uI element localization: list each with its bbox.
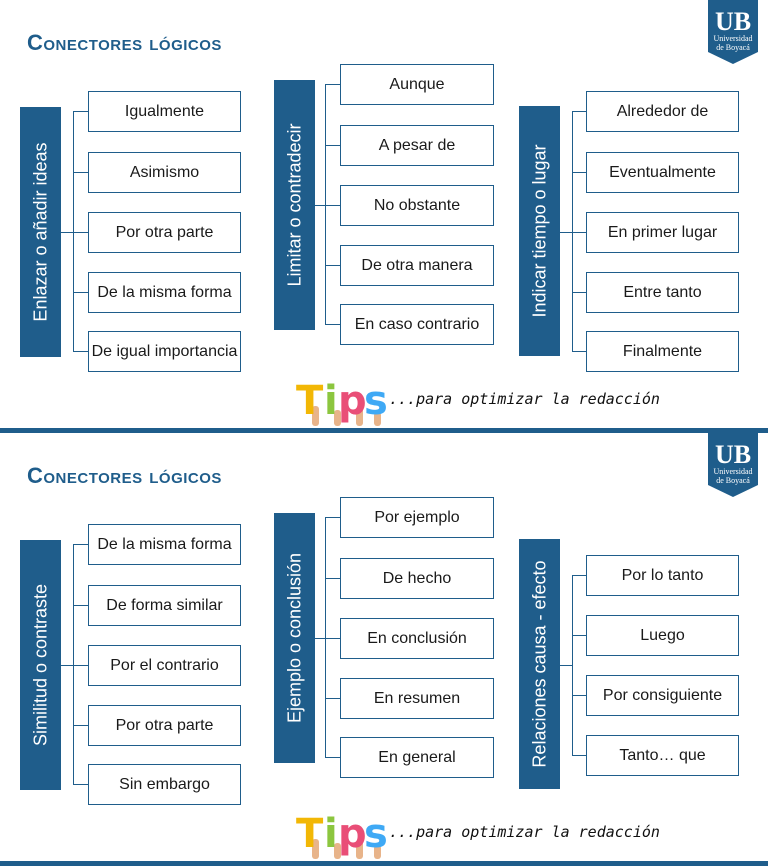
connector-line — [325, 324, 340, 325]
group-heading-bar — [274, 513, 315, 763]
svg-text:i: i — [324, 378, 338, 424]
bracket-line — [572, 111, 573, 351]
bracket-line — [325, 517, 326, 757]
connector-line — [325, 517, 340, 518]
connector-line — [73, 351, 88, 352]
connector-item: Luego — [586, 615, 739, 656]
svg-text:p: p — [338, 811, 367, 857]
connector-line — [73, 111, 88, 112]
connector-item: Por el contrario — [88, 645, 241, 686]
svg-text:T: T — [296, 811, 324, 857]
connector-item: De la misma forma — [88, 524, 241, 565]
connector-line — [325, 578, 340, 579]
tips-caption: ...para optimizar la redacción — [389, 823, 660, 841]
connector-line — [73, 172, 88, 173]
tips-logo — [294, 372, 390, 433]
connector-item: En primer lugar — [586, 212, 739, 253]
svg-text:s: s — [364, 811, 388, 857]
connector-item: Por otra parte — [88, 212, 241, 253]
logo-line-1: Universidad — [713, 34, 753, 43]
connector-item: Finalmente — [586, 331, 739, 372]
connector-line — [73, 784, 88, 785]
connector-item: Por lo tanto — [586, 555, 739, 596]
slide-title: Conectores lógicos — [27, 463, 222, 488]
connector-item: Igualmente — [88, 91, 241, 132]
connector-item: Aunque — [340, 64, 494, 105]
connector-item: En caso contrario — [340, 304, 494, 345]
group-heading: Ejemplo o conclusión — [284, 552, 304, 724]
svg-text:s: s — [364, 378, 388, 424]
connector-line — [315, 205, 325, 206]
bracket-line — [325, 84, 326, 324]
logo-line-2: de Boyacá — [716, 476, 750, 485]
university-logo — [708, 0, 758, 64]
connector-item: En resumen — [340, 678, 494, 719]
connector-line — [572, 695, 586, 696]
connector-line — [325, 265, 340, 266]
bracket-line — [73, 111, 74, 351]
group-heading-bar — [519, 106, 560, 356]
logo-line-2: de Boyacá — [716, 43, 750, 52]
connector-item: Tanto… que — [586, 735, 739, 776]
connector-item: En conclusión — [340, 618, 494, 659]
connector-item: Sin embargo — [88, 764, 241, 805]
connector-item: No obstante — [340, 185, 494, 226]
connector-line — [315, 638, 325, 639]
connector-line — [61, 665, 73, 666]
svg-text:p: p — [338, 378, 367, 424]
slide-title: Conectores lógicos — [27, 30, 222, 55]
svg-text:T: T — [296, 378, 324, 424]
connector-line — [572, 232, 586, 233]
slide-divider — [0, 861, 768, 866]
connector-line — [61, 232, 73, 233]
connector-line — [560, 665, 572, 666]
connector-item: Eventualmente — [586, 152, 739, 193]
tips-logo — [294, 805, 390, 866]
svg-text:UB: UB — [714, 440, 752, 469]
connector-line — [572, 172, 586, 173]
connector-line — [73, 292, 88, 293]
connector-line — [325, 84, 340, 85]
connector-item: De hecho — [340, 558, 494, 599]
group-heading-bar — [20, 540, 61, 790]
group-heading: Enlazar o añadir ideas — [30, 142, 50, 322]
connector-line — [572, 575, 586, 576]
connector-line — [73, 232, 88, 233]
group-heading-bar — [274, 80, 315, 330]
connector-line — [572, 755, 586, 756]
connector-line — [572, 111, 586, 112]
tips-caption: ...para optimizar la redacción — [389, 390, 660, 408]
group-heading-bar — [20, 107, 61, 357]
group-heading: Relaciones causa - efecto — [529, 560, 549, 768]
svg-text:i: i — [324, 811, 338, 857]
connector-item: Por consiguiente — [586, 675, 739, 716]
connector-line — [325, 205, 340, 206]
connector-item: Por otra parte — [88, 705, 241, 746]
connector-line — [73, 605, 88, 606]
connector-line — [325, 145, 340, 146]
connector-item: Por ejemplo — [340, 497, 494, 538]
university-logo — [708, 433, 758, 497]
bracket-line — [73, 544, 74, 784]
logo-line-1: Universidad — [713, 467, 753, 476]
connector-line — [73, 544, 88, 545]
connector-item: De la misma forma — [88, 272, 241, 313]
connector-line — [572, 351, 586, 352]
connector-line — [325, 757, 340, 758]
connector-line — [572, 292, 586, 293]
connector-line — [325, 698, 340, 699]
connector-item: Alrededor de — [586, 91, 739, 132]
connector-line — [73, 665, 88, 666]
group-heading: Similitud o contraste — [30, 583, 50, 747]
connector-item: En general — [340, 737, 494, 778]
slide-2 — [0, 433, 768, 866]
bracket-line — [572, 575, 573, 755]
connector-line — [73, 725, 88, 726]
group-heading-bar — [519, 539, 560, 789]
connector-item: De igual importancia — [88, 331, 241, 372]
connector-line — [560, 232, 572, 233]
connector-item: De forma similar — [88, 585, 241, 626]
connector-item: Entre tanto — [586, 272, 739, 313]
connector-item: De otra manera — [340, 245, 494, 286]
group-heading: Limitar o contradecir — [284, 123, 304, 287]
connector-item: A pesar de — [340, 125, 494, 166]
group-heading: Indicar tiempo o lugar — [529, 144, 549, 318]
connector-line — [572, 635, 586, 636]
connector-item: Asimismo — [88, 152, 241, 193]
connector-line — [325, 638, 340, 639]
svg-text:UB: UB — [714, 7, 752, 36]
